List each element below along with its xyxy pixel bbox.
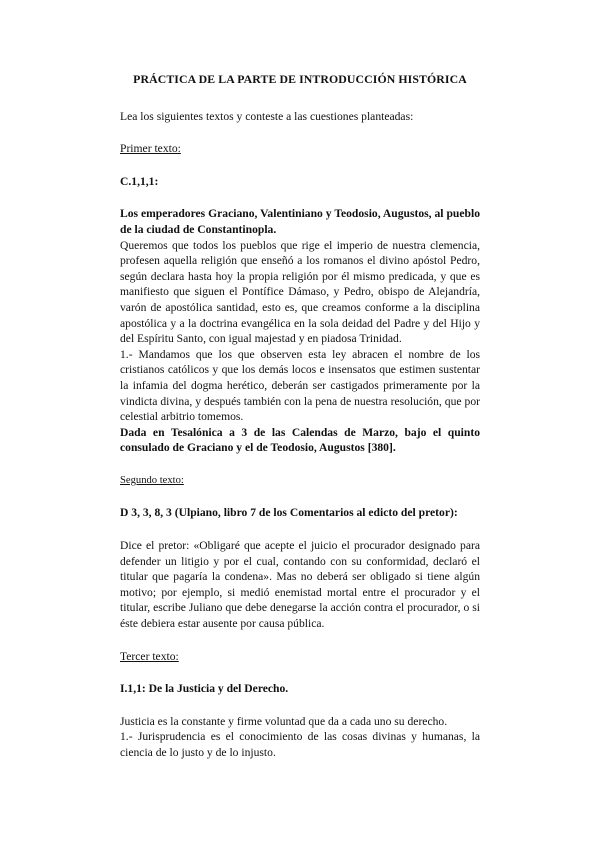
page-title: PRÁCTICA DE LA PARTE DE INTRODUCCIÓN HISTÓRICA bbox=[133, 72, 467, 86]
text1-paragraph-2: 1.- Mandamos que los que observen esta ley abracen el nombre de los cristianos católicos y que los demás locos e insensatos que estimen sustentar la infamia del dogma herético, deberán ser castigados primeramente por la vindicta divina, y después también con la pena de nuestra resolución, que por celestial arbitrio tomemos. bbox=[120, 347, 480, 424]
text3-label: Tercer texto: bbox=[120, 649, 179, 663]
text3-paragraph-1: Justicia es la constante y firme voluntad que da a cada uno su derecho. bbox=[120, 714, 448, 728]
text1-heading: Los emperadores Graciano, Valentiniano y Teodosio, Augustos, al pueblo de la ciudad de Constantinopla. bbox=[120, 207, 480, 236]
text2-reference: D 3, 3, 8, 3 (Ulpiano, libro 7 de los Comentarios al edicto del pretor): bbox=[120, 506, 458, 520]
text2-paragraph-1: Dice el pretor: «Obligaré que acepte el juicio el procurador designado para defender un litigio y por el cual, contando con su conformidad, declaró el titular que pagaría la condena». Mas no deberá ser obligado si tiene algún motivo; por ejemplo, si medió enemistad mortal entre el procurador y el titular, escribe Juliano que debe denegarse la acción contra el procurador, o si éste debiera estar ausente por causa pública. bbox=[120, 539, 480, 631]
text1-label: Primer texto: bbox=[120, 142, 181, 156]
intro-instruction: Lea los siguientes textos y conteste a las cuestiones planteadas: bbox=[120, 109, 414, 123]
text1-closing: Dada en Tesalónica a 3 de las Calendas de Marzo, bajo el quinto consulado de Graciano y el de Teodosio, Augustos [380]. bbox=[120, 425, 480, 455]
text1-paragraph-1: Queremos que todos los pueblos que rige el imperio de nuestra clemencia, profesen aquella religión que enseñó a los romanos el divino apóstol Pedro, según declara hasta hoy la propia religión por él mismo predicada, y que es manifiesto que siguen el Pontífice Dámaso, y Pedro, obispo de Alejandría, varón de apostólica santidad, esto es, que creamos conforme a la disciplina apostólica y a la doctrina evangélica en la sola deidad del Padre y del Hijo y del Espíritu Santo, con igual majestad y en piadosa Trinidad. bbox=[120, 238, 480, 346]
text1-reference: C.1,1,1: bbox=[120, 174, 159, 188]
text3-paragraph-2: 1.- Jurisprudencia es el conocimiento de las cosas divinas y humanas, la ciencia de lo justo y de lo injusto. bbox=[120, 730, 480, 759]
text2-label: Segundo texto: bbox=[120, 474, 184, 486]
text3-reference: I.1,1: De la Justicia y del Derecho. bbox=[120, 682, 289, 696]
